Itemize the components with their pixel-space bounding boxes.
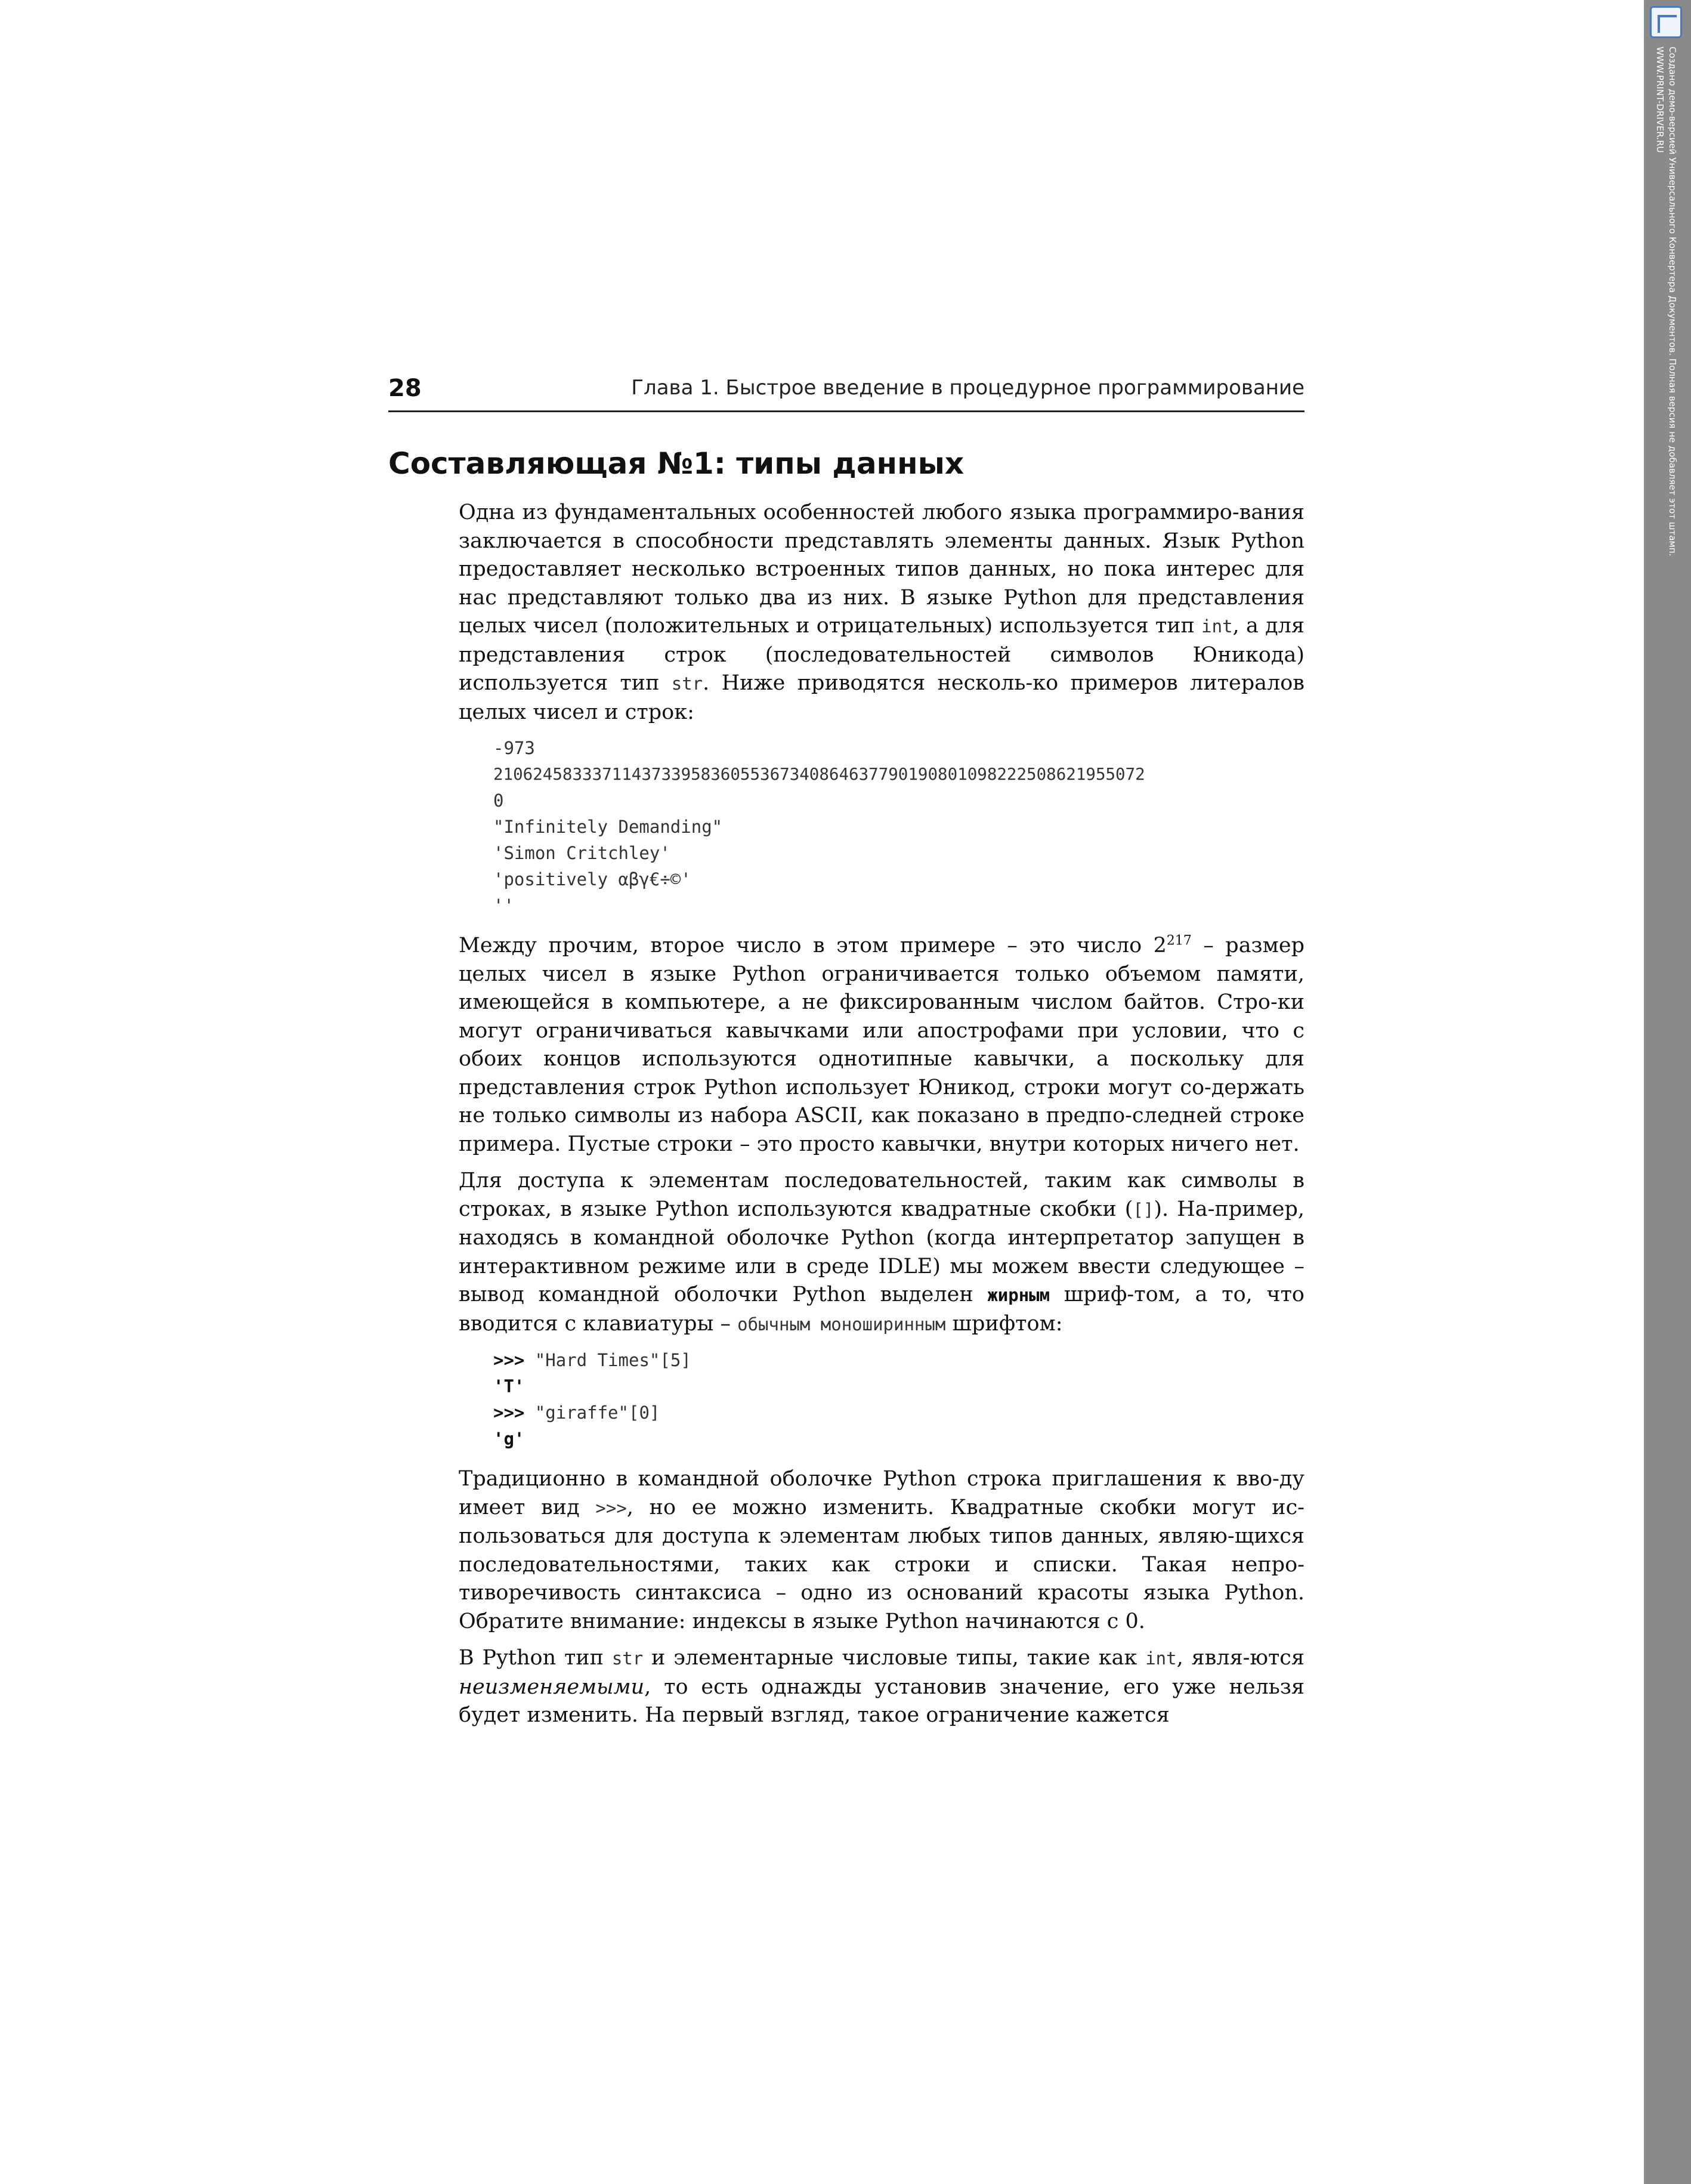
- code-line: -973: [493, 738, 535, 758]
- paragraph-text: , но ее можно изменить. Квадратные скобки могут ис-пользоваться для доступа к элементам любых типов данных, являю-щихся последовательностями, таких как строки и списки. Такая непро-тиворечивость синтаксиса – одно из оснований красоты языка Python. Обратите внимание: индексы в языке Python начинаются с 0.: [459, 1495, 1304, 1633]
- paragraph-text: , то есть однажды установив значение, его уже нельзя будет изменить. На первый взгляд, такое ограничение кажется: [459, 1675, 1304, 1727]
- code-line: "Infinitely Demanding": [493, 817, 723, 837]
- paragraph-text: Между прочим, второе число в этом примере – это число 2: [459, 934, 1167, 957]
- shell-line: [493, 1400, 1304, 1426]
- shell-output: 'T': [493, 1376, 525, 1397]
- inline-code: str: [611, 1648, 644, 1669]
- paragraph-5: [459, 1644, 1304, 1730]
- shell-prompt: >>>: [493, 1403, 535, 1423]
- inline-code: int: [1145, 1648, 1177, 1669]
- watermark-sidebar: [1644, 0, 1691, 2184]
- section-title: Составляющая №1: типы данных: [388, 446, 964, 481]
- paragraph-text: Для доступа к элементам последовательностей, таким как символы в строках, в языке Python используются квадратные скобки (: [459, 1169, 1304, 1221]
- page-number: 28: [388, 375, 422, 402]
- paragraph-text: ). На-пример, находясь в командной оболочке Python (когда интерпретатор запущен в интерактивном режиме или в среде IDLE) мы можем ввести следующее – вывод командной оболочки Python выделен: [459, 1197, 1304, 1306]
- paragraph-text: , явля-ются: [1176, 1646, 1304, 1670]
- paragraph-text: шрифтом:: [945, 1311, 1063, 1336]
- shell-line: [493, 1347, 1304, 1373]
- code-line: 0: [493, 790, 504, 811]
- paragraph-2: [459, 932, 1304, 1159]
- shell-prompt: >>>: [493, 1350, 535, 1370]
- header-rule: [388, 410, 1304, 412]
- paragraph-text: , а для представления строк (последовательностей символов Юникода) используется тип: [459, 614, 1304, 695]
- paragraph-text: и элементарные числовые типы, такие как: [643, 1646, 1146, 1670]
- paragraph-3: [459, 1167, 1304, 1339]
- paragraph-text: – размер целых чисел в языке Python ограничивается только объемом памяти, имеющейся в компьютере, а не фиксированным числом байтов. Стро-ки могут ограничиваться кавычками или апострофами при условии, что с обоих концов используются однотипные кавычки, а поскольку для представления строк Python использует Юникод, строки могут со-держать не только символы из набора ASCII, как показано в предпо-следней строке примера. Пустые строки – это просто кавычки, внутри которых ничего нет.: [459, 934, 1304, 1156]
- running-title: Глава 1. Быстрое введение в процедурное программирование: [631, 376, 1304, 400]
- code-line: 'Simon Critchley': [493, 843, 670, 863]
- paragraph-text: Традиционно в командной оболочке Python строка приглашения к вво-ду имеет вид: [459, 1467, 1304, 1519]
- paragraph-text: . Ниже приводятся несколь-ко примеров литералов целых чисел и строк:: [459, 671, 1305, 724]
- paragraph-4: [459, 1465, 1304, 1636]
- paragraph-text: В Python тип: [459, 1646, 612, 1670]
- watermark-line-2: WWW.PRINT-DRIVER.RU: [1655, 47, 1665, 153]
- paragraph-text: шриф-том, а то, что вводится с клавиатуры –: [459, 1283, 1304, 1336]
- code-line: 210624583337114373395836055367340864637790190801098222508621955072: [493, 765, 1145, 784]
- code-line: '': [493, 895, 514, 916]
- page-body: [459, 499, 1304, 1738]
- shell-input: "giraffe"[0]: [534, 1403, 660, 1423]
- inline-code: int: [1201, 616, 1233, 637]
- inline-code: >>>: [595, 1497, 627, 1518]
- inline-code: []: [1133, 1199, 1154, 1220]
- superscript-exponent: 217: [1166, 933, 1192, 949]
- code-example-shell: [493, 1347, 1304, 1452]
- watermark-line-1: Создано демо-версией Универсального Конвертера Документов. Полная версия не добавляет этот штамп.: [1667, 47, 1678, 557]
- shell-output: 'g': [493, 1429, 525, 1449]
- paragraph-1: [459, 499, 1304, 727]
- shell-input: "Hard Times"[5]: [534, 1350, 691, 1370]
- inline-bold-mono: жирным: [987, 1285, 1050, 1305]
- converter-logo-icon: [1650, 6, 1682, 38]
- emphasis: неизменяемыми: [459, 1675, 645, 1699]
- inline-code: str: [671, 674, 703, 694]
- code-line: 'positively αβγ€÷©': [493, 869, 691, 889]
- watermark-text: [1653, 47, 1678, 556]
- paragraph-text: Одна из фундаментальных особенностей любого языка программиро-вания заключается в способности представлять элементы данных. Язык Python предоставляет несколько встроенных типов данных, но пока интерес для нас представляют только два из них. В языке Python для представления целых чисел (положительных и отрицательных) используется тип: [459, 501, 1304, 638]
- inline-mono: обычным моноширинным: [737, 1314, 946, 1335]
- code-example-literals: [493, 735, 1304, 919]
